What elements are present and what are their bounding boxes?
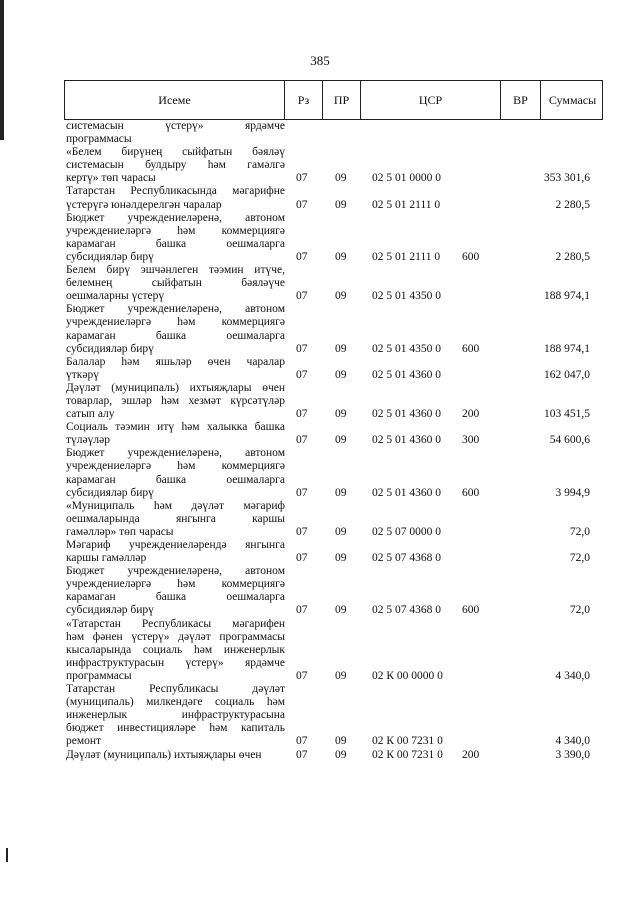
header-pr: ПР [322,81,360,119]
row-rz: 07 [296,342,308,355]
row-vr: 600 [462,342,480,355]
row-csr: 02 К 00 7231 0 [372,748,443,761]
row-name-line: белемнең сыйфатын бәяләүче [66,277,285,290]
row-name [64,683,285,748]
header-rz: Рз [284,81,322,119]
table-row [64,120,603,146]
header-csr: ЦСР [360,81,500,119]
row-pr: 09 [335,486,347,499]
row-name-line: Татарстан Республикасында мәгарифне [66,185,285,198]
table-row [64,683,603,748]
table-header [64,80,603,120]
row-csr: 02 5 01 0000 0 [372,172,441,185]
row-sum: 3 390,0 [555,748,590,761]
row-csr: 02 5 01 4350 0 [372,290,441,303]
row-name-line: «Муниципаль һәм дәүләт мәгариф [66,499,285,512]
row-csr: 02 5 07 4368 0 [372,604,441,617]
row-pr: 09 [335,669,347,682]
row-csr: 02 5 01 4360 0 [372,486,441,499]
row-pr: 09 [335,525,347,538]
row-name-line: кысаларында социаль һәм инженерлык [66,643,285,656]
table-row [64,185,603,211]
row-name-line: субсидияләр бирү [66,342,154,355]
row-rz: 07 [296,669,308,682]
row-name-line: ремонт [66,735,102,748]
budget-table [64,80,603,762]
row-pr: 09 [335,198,347,211]
row-name [64,539,285,565]
row-rz: 07 [296,368,308,381]
row-rz: 07 [296,748,308,761]
row-sum: 162 047,0 [544,368,590,381]
row-name-line: Дәүләт (муниципаль) ихтыяҗлары өчен [66,381,285,394]
row-name-line: үстерүгә юнәлдерелгән чаралар [66,198,222,211]
row-name-line: Белем бирү эшчәнлеген тәэмин итүче, [66,264,285,277]
row-name [64,212,285,264]
row-name-line: карамаган башка оешмаларга [66,473,285,486]
row-name [64,382,285,421]
row-name-line: учреждениеләргә һәм коммерциягә [66,578,285,591]
row-name [64,447,285,499]
row-sum: 72,0 [569,552,590,565]
table-row [64,303,603,355]
row-rz: 07 [296,250,308,263]
scan-edge-mark [0,0,4,140]
table-row [64,356,603,382]
row-name-line: сатып алу [66,408,115,421]
row-name-line: карамаган башка оешмаларга [66,237,285,250]
row-rz: 07 [296,735,308,748]
row-name-line: һәм фәнен үстерү» дәүләт программасы [66,630,285,643]
row-pr: 09 [335,368,347,381]
row-name-line: Бюджет учреждениеләренә, автоном [66,211,285,224]
row-rz: 07 [296,198,308,211]
row-vr: 600 [462,604,480,617]
row-name-line: системасын үстерү» ярдәмче [66,120,285,132]
row-sum: 2 280,5 [555,250,590,263]
row-name-line: Бюджет учреждениеләренә, автоном [66,447,285,460]
row-csr: 02 5 01 4360 0 [372,368,441,381]
row-vr: 600 [462,486,480,499]
row-pr: 09 [335,748,347,761]
row-name [64,264,285,303]
row-csr: 02 К 00 7231 0 [372,735,443,748]
row-name-line: субсидияләр бирү [66,486,154,499]
row-sum: 72,0 [569,525,590,538]
row-name-line: Бюджет учреждениеләренә, автоном [66,303,285,316]
row-pr: 09 [335,172,347,185]
row-name-line: системасын булдыру һәм гамәлгә [66,159,285,172]
table-row [64,500,603,539]
row-sum: 4 340,0 [555,735,590,748]
table-row [64,212,603,264]
row-pr: 09 [335,250,347,263]
row-name [64,120,285,146]
table-row [64,618,603,683]
row-rz: 07 [296,434,308,447]
row-vr: 300 [462,434,480,447]
row-name-line: каршы гамәлләр [66,552,147,565]
row-csr: 02 5 07 4368 0 [372,552,441,565]
row-rz: 07 [296,486,308,499]
row-name-line: оешмаларны үстерү [66,290,165,303]
row-pr: 09 [335,604,347,617]
table-row [64,146,603,185]
row-csr: 02 5 01 4350 0 [372,342,441,355]
row-name-line: Бюджет учреждениеләренә, автоном [66,565,285,578]
row-rz: 07 [296,408,308,421]
row-name-line: гамәлләр» төп чарасы [66,525,174,538]
row-vr: 600 [462,250,480,263]
header-sum: Суммасы [540,81,604,119]
table-row [64,382,603,421]
table-row [64,749,603,762]
row-name-line: карамаган башка оешмаларга [66,329,285,342]
row-name-line: «Белем бирүнең сыйфатын бәяләү [66,146,285,159]
row-name-line: учреждениеләргә һәм коммерциягә [66,224,285,237]
row-name [64,618,285,683]
row-sum: 188 974,1 [544,342,590,355]
row-csr: 02 К 00 0000 0 [372,669,443,682]
row-name-line: инфраструктурасын үстерү» ярдәмче [66,656,285,669]
row-rz: 07 [296,290,308,303]
row-name-line: субсидияләр бирү [66,604,154,617]
row-csr: 02 5 01 4360 0 [372,434,441,447]
table-row [64,565,603,617]
row-csr: 02 5 07 0000 0 [372,525,441,538]
row-name [64,565,285,617]
row-name [64,500,285,539]
row-name-line: программасы [66,669,132,682]
row-name-line: субсидияләр бирү [66,250,154,263]
row-rz: 07 [296,604,308,617]
row-pr: 09 [335,552,347,565]
row-name-line: кертү» төп чарасы [66,172,156,185]
row-name [64,146,285,185]
row-name-line: түләүләр [66,434,110,447]
table-row [64,421,603,447]
row-sum: 188 974,1 [544,290,590,303]
row-pr: 09 [335,735,347,748]
row-sum: 72,0 [569,604,590,617]
row-name [64,185,285,211]
row-name-line: программасы [66,133,132,146]
row-name-line: Дәүләт (муниципаль) ихтыяҗлары өчен [66,748,262,761]
row-rz: 07 [296,172,308,185]
row-name-line: учреждениеләргә һәм коммерциягә [66,460,285,473]
row-name-line: бюджет инвестицияләре һәм капиталь [66,722,285,735]
row-csr: 02 5 01 2111 0 [372,198,441,211]
row-name [64,356,285,382]
row-vr: 200 [462,748,480,761]
row-pr: 09 [335,434,347,447]
row-name-line: инженерлык инфраструктурасына [66,709,285,722]
row-sum: 353 301,6 [544,172,590,185]
row-name-line: «Татарстан Республикасы мәгарифен [66,617,285,630]
row-name-line: Социаль тәэмин итү һәм халыкка башка [66,421,285,434]
page-number: 385 [310,53,330,68]
row-name-line: карамаган башка оешмаларга [66,591,285,604]
table-body [64,120,603,762]
table-row [64,264,603,303]
row-rz: 07 [296,552,308,565]
scan-edge-mark-bottom [6,848,8,862]
row-name-line: Балалар һәм яшьләр өчен чаралар [66,355,285,368]
row-name-line: Мәгариф учреждениеләрендә янгынга [66,539,285,551]
row-sum: 3 994,9 [555,486,590,499]
row-name [64,303,285,355]
row-name-line: учреждениеләргә һәм коммерциягә [66,316,285,329]
row-csr: 02 5 01 2111 0 [372,250,441,263]
row-csr: 02 5 01 4360 0 [372,408,441,421]
row-name-line: (муниципаль) милкендәге социаль һәм [66,696,285,709]
row-pr: 09 [335,342,347,355]
row-sum: 103 451,5 [544,408,590,421]
row-rz: 07 [296,525,308,538]
header-vr: ВР [500,81,540,119]
row-pr: 09 [335,290,347,303]
row-name [64,749,285,762]
header-name: Исеме [158,93,191,107]
table-row [64,447,603,499]
row-sum: 54 600,6 [549,434,590,447]
row-name-line: Татарстан Республикасы дәүләт [66,683,285,696]
row-vr: 200 [462,408,480,421]
row-name [64,421,285,447]
row-sum: 4 340,0 [555,669,590,682]
row-name-line: оешмаларында янгынга каршы [66,512,285,525]
row-pr: 09 [335,408,347,421]
row-name-line: товарлар, эшләр һәм хезмәт күрсәтүләр [66,394,285,407]
row-sum: 2 280,5 [555,198,590,211]
table-row [64,539,603,565]
row-name-line: үткәрү [66,368,99,381]
